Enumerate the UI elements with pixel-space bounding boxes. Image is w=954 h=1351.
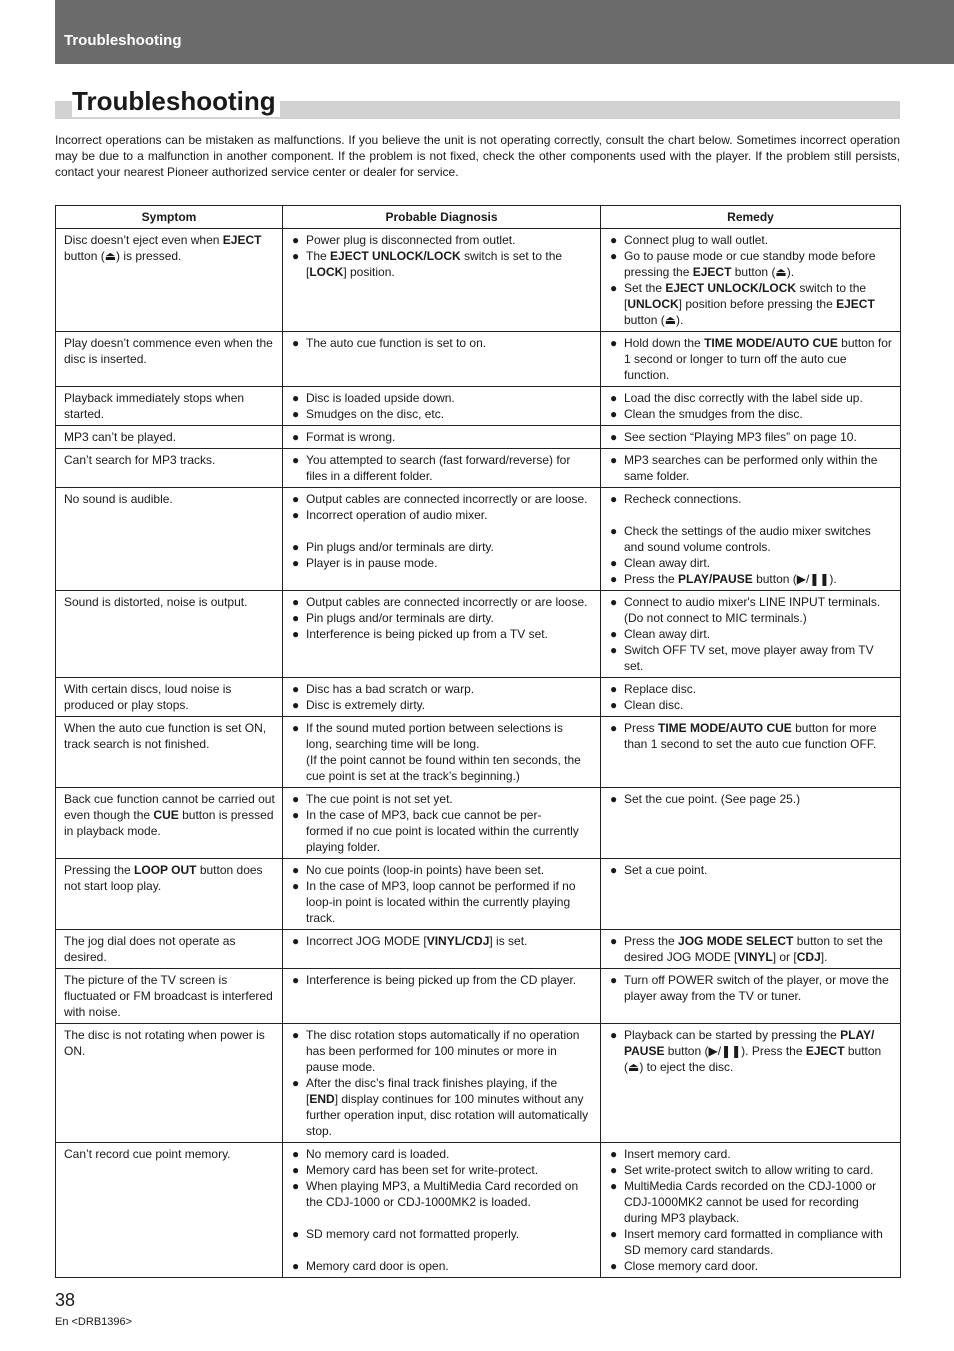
bullet-item [610,681,892,697]
bullet-item [292,406,592,422]
bullet-text: Insert memory card. [624,1147,731,1161]
bullet-item [610,280,892,328]
bullet-icon: ● [610,281,618,295]
bullet-text: The cue point is not set yet. [306,792,453,806]
diagnosis-cell [283,488,601,591]
bullet-text: Disc has a bad scratch or warp. [306,682,475,696]
symptom-cell: When the auto cue function is set ON, track search is not finished. [56,717,283,788]
bullet-icon: ● [610,1028,618,1042]
bullet-item [610,1027,892,1075]
spacer [292,1210,592,1226]
page-number: 38 [55,1290,76,1310]
table-row [56,717,901,788]
bullet-item [292,1027,592,1075]
bullet-item [292,791,592,807]
diagnosis-cell [283,426,601,449]
bullet-icon: ● [292,1028,300,1042]
page-title: Troubleshooting [72,85,280,117]
bullet-text: The disc rotation stops automatically if no operation has been performed for 100 minutes or more in pause mode. [306,1028,580,1074]
bullet-icon: ● [292,863,300,877]
table-row [56,426,901,449]
diagnosis-cell [283,1143,601,1278]
bullet-icon: ● [610,391,618,405]
bullet-text: When playing MP3, a MultiMedia Card recorded on the CDJ-1000 or CDJ-1000MK2 is loaded. [306,1179,579,1209]
bullet-icon: ● [610,698,618,712]
bullet-text: Close memory card door. [624,1259,759,1273]
bullet-text: Format is wrong. [306,430,396,444]
bullet-item [292,594,592,610]
remedy-cell [601,488,901,591]
bullet-icon: ● [292,1259,300,1273]
bullet-icon: ● [610,973,618,987]
bullet-text: Output cables are connected incorrectly or are loose. [306,595,588,609]
bullet-item [292,335,592,351]
bullet-item [292,507,592,523]
bullet-text: Clean disc. [624,698,684,712]
bullet-icon: ● [292,792,300,806]
bullet-icon: ● [610,407,618,421]
bullet-item [610,1146,892,1162]
bullet-item [610,594,892,626]
remedy-cell [601,387,901,426]
bullet-item [292,720,592,784]
bullet-item [610,972,892,1004]
bullet-item [292,1258,592,1274]
remedy-cell [601,591,901,678]
bullet-icon: ● [610,249,618,263]
bullet-item [610,406,892,422]
bullet-icon: ● [292,391,300,405]
bullet-item [292,681,592,697]
bullet-text: Disc is loaded upside down. [306,391,455,405]
symptom-cell: Can’t search for MP3 tracks. [56,449,283,488]
bullet-icon: ● [610,1147,618,1161]
document-code: En <DRB1396> [55,1316,133,1328]
bullet-text: Disc is extremely dirty. [306,698,426,712]
bullet-text: Pin plugs and/or terminals are dirty. [306,611,494,625]
bullet-item [610,248,892,280]
diagnosis-cell [283,788,601,859]
symptom-cell: Playback immediately stops when started. [56,387,283,426]
bullet-item [610,1258,892,1274]
bullet-text: After the disc’s final track finishes playing, if the [END] display continues for 100 minutes without any further operation input, disc rotation will automatically stop. [306,1076,589,1138]
diagnosis-cell [283,717,601,788]
bullet-text: Interference is being picked up from a TV set. [306,627,548,641]
bullet-icon: ● [292,336,300,350]
bullet-icon: ● [292,934,300,948]
bullet-icon: ● [292,627,300,641]
bullet-item [292,555,592,571]
bullet-item [610,862,892,878]
bullet-icon: ● [292,595,300,609]
table-row [56,229,901,332]
bullet-icon: ● [292,492,300,506]
bullet-item [292,610,592,626]
bullet-text: Set a cue point. [624,863,708,877]
bullet-item [610,555,892,571]
table-row [56,387,901,426]
bullet-icon: ● [610,595,618,609]
bullet-icon: ● [292,1163,300,1177]
bullet-item [292,390,592,406]
bullet-text: Press TIME MODE/AUTO CUE button for more than 1 second to set the auto cue function OFF. [624,721,877,751]
bullet-icon: ● [610,233,618,247]
bullet-item [610,642,892,674]
bullet-item [610,335,892,383]
bullet-icon: ● [610,721,618,735]
symptom-cell: Can’t record cue point memory. [56,1143,283,1278]
bullet-item [292,452,592,484]
table-row [56,678,901,717]
bullet-text: Memory card has been set for write-protect. [306,1163,539,1177]
bullet-icon: ● [610,336,618,350]
bullet-icon: ● [292,1076,300,1090]
bullet-text: Connect to audio mixer's LINE INPUT terminals. (Do not connect to MIC terminals.) [624,595,881,625]
remedy-cell [601,717,901,788]
bullet-icon: ● [610,1227,618,1241]
bullet-text: Player is in pause mode. [306,556,438,570]
bullet-item [292,807,592,855]
remedy-cell [601,969,901,1024]
bullet-icon: ● [610,492,618,506]
bullet-text: Clean the smudges from the disc. [624,407,803,421]
bullet-icon: ● [610,1179,618,1193]
table-row [56,488,901,591]
bullet-item [610,390,892,406]
bullet-icon: ● [292,233,300,247]
bullet-icon: ● [292,682,300,696]
bullet-text: Replace disc. [624,682,697,696]
symptom-cell: No sound is audible. [56,488,283,591]
bullet-item [610,791,892,807]
bullet-item [610,1226,892,1258]
bullet-item [610,1162,892,1178]
table-row [56,1024,901,1143]
bullet-icon: ● [292,407,300,421]
bullet-text: MP3 searches can be performed only within the same folder. [624,453,878,483]
remedy-cell [601,1143,901,1278]
bullet-text: You attempted to search (fast forward/reverse) for files in a different folder. [306,453,571,483]
spacer [292,1242,592,1258]
diagnosis-cell [283,1024,601,1143]
bullet-icon: ● [292,1179,300,1193]
bullet-icon: ● [292,540,300,554]
bullet-icon: ● [292,721,300,735]
bullet-text: MultiMedia Cards recorded on the CDJ-1000 or CDJ-1000MK2 cannot be used for recording during MP3 playback. [624,1179,877,1225]
diagnosis-cell [283,449,601,488]
bullet-icon: ● [610,792,618,806]
column-header-symptom: Symptom [56,206,283,229]
table-body [56,229,901,1278]
bullet-text: Load the disc correctly with the label side up. [624,391,863,405]
bullet-icon: ● [610,1163,618,1177]
bullet-item [292,232,592,248]
bullet-item [610,933,892,965]
bullet-text: Incorrect operation of audio mixer. [306,508,488,522]
remedy-cell [601,332,901,387]
bullet-text: Memory card door is open. [306,1259,449,1273]
bullet-item [610,697,892,713]
table-row [56,332,901,387]
bullet-text: Power plug is disconnected from outlet. [306,233,516,247]
bullet-text: Smudges on the disc, etc. [306,407,445,421]
section-header-bar [55,0,954,64]
bullet-text: Playback can be started by pressing the PLAY/ PAUSE button (▶/❚❚). Press the EJECT button (⏏) to eject the disc. [624,1028,882,1074]
bullet-item [292,697,592,713]
bullet-text: Go to pause mode or cue standby mode before pressing the EJECT button (⏏). [624,249,876,279]
bullet-icon: ● [292,508,300,522]
column-header-diagnosis: Probable Diagnosis [283,206,601,229]
symptom-cell: Pressing the LOOP OUT button does not start loop play. [56,859,283,930]
bullet-text: The EJECT UNLOCK/LOCK switch is set to the [LOCK] position. [306,249,563,279]
bullet-text: Recheck connections. [624,492,742,506]
symptom-cell: The disc is not rotating when power is ON. [56,1024,283,1143]
table-row [56,969,901,1024]
bullet-text: SD memory card not formatted properly. [306,1227,520,1241]
bullet-item [292,933,592,949]
bullet-text: No cue points (loop-in points) have been set. [306,863,545,877]
bullet-item [292,1226,592,1242]
bullet-item [610,720,892,752]
bullet-text: Interference is being picked up from the CD player. [306,973,577,987]
remedy-cell [601,449,901,488]
bullet-text: See section “Playing MP3 files” on page 10. [624,430,857,444]
symptom-cell: With certain discs, loud noise is produced or play stops. [56,678,283,717]
bullet-item [292,626,592,642]
bullet-text: In the case of MP3, back cue cannot be per- formed if no cue point is located within the currently playing folder. [306,808,579,854]
bullet-item [610,626,892,642]
bullet-icon: ● [610,453,618,467]
symptom-cell: The jog dial does not operate as desired. [56,930,283,969]
table-row [56,591,901,678]
bullet-icon: ● [610,682,618,696]
column-header-remedy: Remedy [601,206,901,229]
remedy-cell [601,930,901,969]
section-header-label: Troubleshooting [64,32,182,49]
diagnosis-cell [283,387,601,426]
bullet-icon: ● [610,627,618,641]
table-row [56,930,901,969]
remedy-cell [601,788,901,859]
bullet-text: Switch OFF TV set, move player away from TV set. [624,643,874,673]
bullet-text: Connect plug to wall outlet. [624,233,769,247]
diagnosis-cell [283,930,601,969]
bullet-item [292,862,592,878]
bullet-icon: ● [610,556,618,570]
bullet-item [292,539,592,555]
bullet-text: Pin plugs and/or terminals are dirty. [306,540,494,554]
bullet-text: Set write-protect switch to allow writing to card. [624,1163,874,1177]
bullet-icon: ● [292,249,300,263]
bullet-icon: ● [610,1259,618,1273]
bullet-item [292,1075,592,1139]
bullet-item [610,1178,892,1226]
table-row [56,788,901,859]
remedy-cell [601,426,901,449]
bullet-text: The auto cue function is set to on. [306,336,487,350]
remedy-cell [601,229,901,332]
bullet-item [610,523,892,555]
table-row [56,449,901,488]
bullet-icon: ● [292,1227,300,1241]
bullet-item [292,878,592,926]
bullet-item [292,248,592,280]
troubleshooting-table [55,205,901,1278]
bullet-text: In the case of MP3, loop cannot be performed if no loop-in point is located within the currently playing track. [306,879,576,925]
symptom-cell: The picture of the TV screen is fluctuated or FM broadcast is interfered with noise. [56,969,283,1024]
remedy-cell [601,1024,901,1143]
bullet-text: Check the settings of the audio mixer switches and sound volume controls. [624,524,871,554]
symptom-cell: Back cue function cannot be carried out even though the CUE button is pressed in playback mode. [56,788,283,859]
symptom-cell: Play doesn’t commence even when the disc is inserted. [56,332,283,387]
bullet-icon: ● [610,524,618,538]
diagnosis-cell [283,678,601,717]
bullet-item [292,429,592,445]
spacer [292,523,592,539]
bullet-text: Clean away dirt. [624,556,711,570]
diagnosis-cell [283,859,601,930]
bullet-item [292,1162,592,1178]
bullet-icon: ● [292,1147,300,1161]
bullet-text: Hold down the TIME MODE/AUTO CUE button for 1 second or longer to turn off the auto cue function. [624,336,892,382]
table-header-row [56,206,901,229]
bullet-item [292,1178,592,1210]
bullet-icon: ● [292,698,300,712]
bullet-item [292,1146,592,1162]
table-row [56,859,901,930]
bullet-text: No memory card is loaded. [306,1147,450,1161]
remedy-cell [601,859,901,930]
bullet-icon: ● [292,556,300,570]
bullet-text: If the sound muted portion between selections is long, searching time will be long. (If the point cannot be found within ten seconds, the cue point is set at the track’s beginning.) [306,721,581,783]
symptom-cell: Sound is distorted, noise is output. [56,591,283,678]
bullet-item [610,429,892,445]
bullet-text: Output cables are connected incorrectly or are loose. [306,492,588,506]
symptom-cell: MP3 can’t be played. [56,426,283,449]
bullet-item [292,491,592,507]
bullet-icon: ● [292,430,300,444]
bullet-icon: ● [292,453,300,467]
diagnosis-cell [283,969,601,1024]
bullet-icon: ● [610,430,618,444]
bullet-icon: ● [610,643,618,657]
bullet-text: Incorrect JOG MODE [VINYL/CDJ] is set. [306,934,528,948]
table-row [56,1143,901,1278]
bullet-item [292,972,592,988]
diagnosis-cell [283,332,601,387]
bullet-item [610,491,892,507]
symptom-cell: Disc doesn’t eject even when EJECT button (⏏) is pressed. [56,229,283,332]
bullet-item [610,571,892,587]
bullet-icon: ● [292,879,300,893]
bullet-text: Set the EJECT UNLOCK/LOCK switch to the [UNLOCK] position before pressing the EJECT button (⏏). [624,281,875,327]
spacer [610,507,892,523]
intro-paragraph: Incorrect operations can be mistaken as malfunctions. If you believe the unit is not operating correctly, consult the chart below. Sometimes incorrect operation may be due to a malfunction in another component. If the problem is not fixed, check the other components used with the player. If the problem still persists, contact your nearest Pioneer authorized service center or dealer for service. [55,133,900,179]
bullet-text: Turn off POWER switch of the player, or move the player away from the TV or tuner. [624,973,889,1003]
bullet-text: Press the PLAY/PAUSE button (▶/❚❚). [624,572,837,586]
bullet-icon: ● [610,934,618,948]
diagnosis-cell [283,229,601,332]
bullet-text: Insert memory card formatted in compliance with SD memory card standards. [624,1227,883,1257]
bullet-icon: ● [292,808,300,822]
bullet-icon: ● [610,863,618,877]
bullet-text: Clean away dirt. [624,627,711,641]
bullet-item [610,232,892,248]
bullet-icon: ● [610,572,618,586]
bullet-text: Press the JOG MODE SELECT button to set the desired JOG MODE [VINYL] or [CDJ]. [624,934,883,964]
bullet-icon: ● [292,611,300,625]
diagnosis-cell [283,591,601,678]
remedy-cell [601,678,901,717]
bullet-text: Set the cue point. (See page 25.) [624,792,801,806]
bullet-icon: ● [292,973,300,987]
bullet-item [610,452,892,484]
